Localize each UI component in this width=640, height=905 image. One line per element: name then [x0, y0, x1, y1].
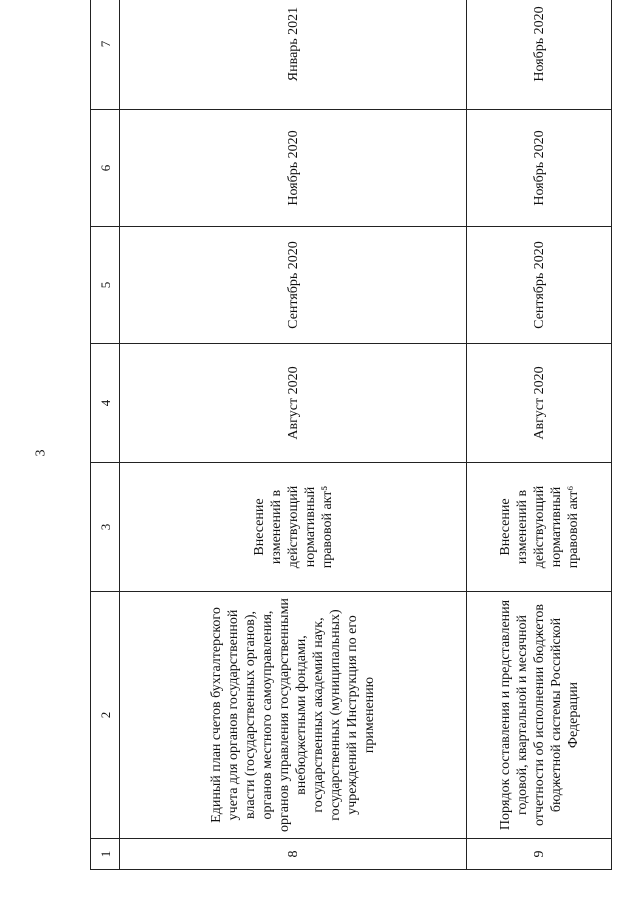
page-number: 3 [33, 449, 49, 457]
date-col4: Август 2020 [467, 344, 612, 463]
action-type: Внесение изменений в действующий нормативный правовой акт⁵ [120, 463, 467, 592]
column-header-1: 1 [91, 839, 120, 870]
date-col7: Ноябрь 2020 [467, 0, 612, 110]
column-header-7: 7 [91, 0, 120, 110]
document-name: Порядок составления и представления годовой, квартальной и месячной отчетности об исполнении бюджетов бюджетной системы Российской Федерации [467, 592, 612, 839]
date-col7: Январь 2021 [120, 0, 467, 110]
date-col6: Ноябрь 2020 [120, 110, 467, 227]
document-name: Единый план счетов бухгалтерского учета для органов государственной власти (государственных органов), органов местного самоуправления, органов управления государственными внебюджетными фондами, государственных академий наук, государственных (муниципальных) учреждений и Инструкция по его применению [120, 592, 467, 839]
rotated-table-container [90, 6, 598, 870]
header-row [91, 0, 120, 870]
column-header-4: 4 [91, 344, 120, 463]
date-col4: Август 2020 [120, 344, 467, 463]
date-col5: Сентябрь 2020 [467, 227, 612, 344]
column-header-2: 2 [91, 592, 120, 839]
action-type: Внесение изменений в действующий нормативный правовой акт⁶ [467, 463, 612, 592]
date-col5: Сентябрь 2020 [120, 227, 467, 344]
plan-table [90, 0, 612, 870]
column-header-6: 6 [91, 110, 120, 227]
date-col6: Ноябрь 2020 [467, 110, 612, 227]
column-header-5: 5 [91, 227, 120, 344]
table-row [120, 0, 467, 870]
column-header-3: 3 [91, 463, 120, 592]
row-number: 9 [467, 839, 612, 870]
table-row [467, 0, 612, 870]
row-number: 8 [120, 839, 467, 870]
